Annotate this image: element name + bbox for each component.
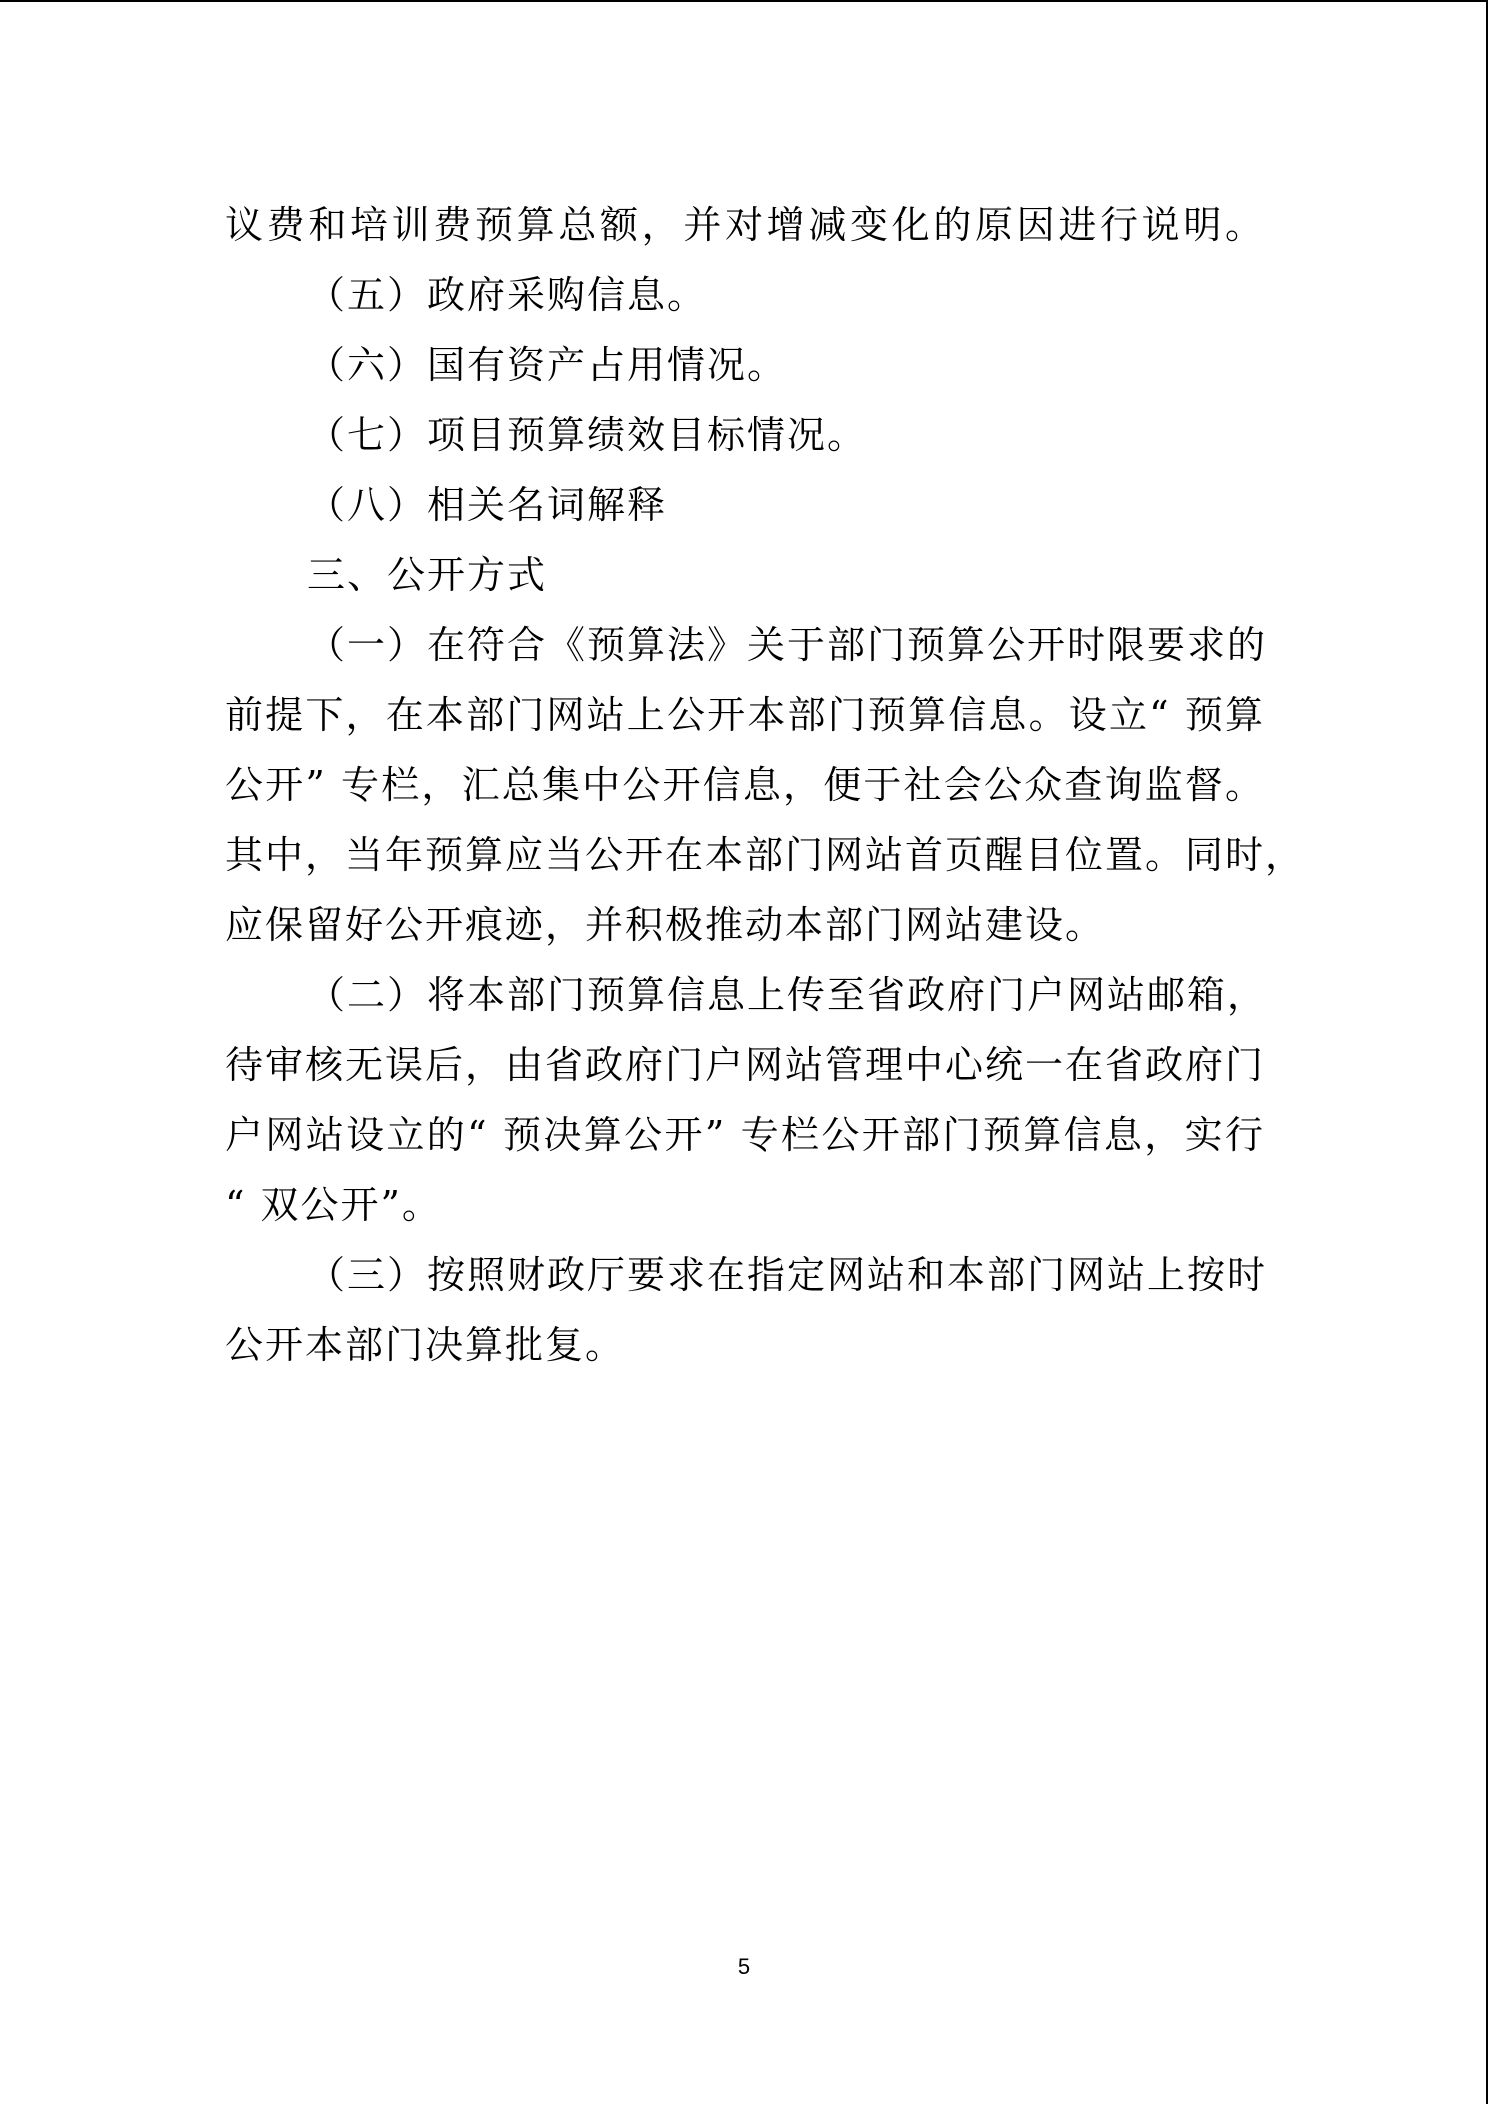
- page-number: 5: [737, 1954, 751, 1979]
- list-item-glossary: （八）相关名词解释: [307, 483, 668, 527]
- page-top-border: [0, 0, 1488, 2]
- list-item-assets: （六）国有资产占用情况。: [307, 343, 788, 387]
- paragraph-line: 待审核无误后，由省政府门户网站管理中心统一在省政府门: [225, 1043, 1266, 1087]
- paragraph-line: 公开本部门决算批复。: [225, 1323, 626, 1367]
- section-heading: 三、公开方式: [307, 553, 548, 597]
- paragraph-line: （二）将本部门预算信息上传至省政府门户网站邮箱，: [307, 973, 1268, 1017]
- text-line: 议费和培训费预算总额，并对增减变化的原因进行说明。: [225, 203, 1265, 247]
- paragraph-line: 公开” 专栏，汇总集中公开信息，便于社会公众查询监督。: [225, 763, 1265, 807]
- paragraph-line: “ 双公开”。: [225, 1183, 442, 1227]
- paragraph-line: （一）在符合《预算法》关于部门预算公开时限要求的: [307, 623, 1268, 667]
- document-body: [225, 190, 1306, 1380]
- list-item-performance: （七）项目预算绩效目标情况。: [307, 413, 868, 457]
- paragraph-line: 户网站设立的“ 预决算公开” 专栏公开部门预算信息，实行: [225, 1113, 1265, 1157]
- paragraph-line: （三）按照财政厅要求在指定网站和本部门网站上按时: [307, 1253, 1268, 1297]
- paragraph-line: 前提下，在本部门网站上公开本部门预算信息。设立“ 预算: [225, 693, 1265, 737]
- paragraph-line: 其中，当年预算应当公开在本部门网站首页醒目位置。同时，: [225, 833, 1306, 877]
- paragraph-line: 应保留好公开痕迹，并积极推动本部门网站建设。: [225, 903, 1106, 947]
- list-item-procurement: （五）政府采购信息。: [307, 273, 708, 317]
